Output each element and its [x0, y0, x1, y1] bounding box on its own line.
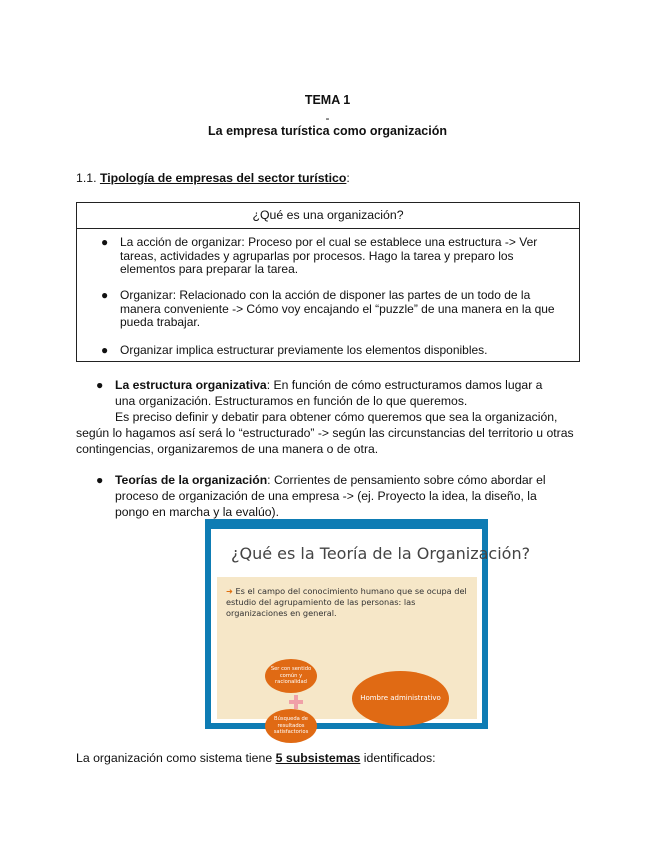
definition-item-text: La acción de organizar: Proceso por el cual se establece una estructura -> Ver tareas, actividades y agruparlas por procesos. Hago la tarea y preparo los elementos para preparar la tarea. [120, 235, 538, 277]
slide-body [217, 577, 477, 736]
slide-definition: Es el campo del conocimiento humano que se ocupa del estudio del agrupamiento de las personas: las organizaciones en general. [226, 586, 467, 618]
definition-item-text: Organizar: Relacionado con la acción de disponer las partes de un todo de la manera conveniente -> Cómo voy encajando el “puzzle” de una manera en la que pueda trabajar. [120, 288, 555, 330]
subsystems-suffix: identificados: [360, 751, 436, 765]
teorias-term: Teorías de la organización [115, 473, 268, 487]
definition-box [76, 202, 580, 362]
teorias-text: : Corrientes de pensamiento sobre cómo abordar el proceso de organización de una empresa -> (ej. Proyecto la idea, la diseño, la pongo en marcha y la evalúo). [115, 473, 546, 519]
bullet-icon: ● [96, 473, 104, 487]
subsystems-highlight: 5 subsistemas [275, 751, 361, 765]
oval-results: Búsqueda de resultados satisfactorios [265, 709, 317, 743]
definition-item [101, 289, 561, 330]
definition-item-text: Organizar implica estructurar previamente los elementos disponibles. [120, 343, 488, 357]
title-separator: - [325, 111, 330, 125]
bullet-icon: ● [101, 235, 109, 249]
estructura-term: La estructura organizativa [115, 378, 267, 392]
arrow-icon: ➜ [226, 586, 233, 596]
definition-box-heading: ¿Qué es una organización? [77, 203, 579, 229]
doc-title: TEMA 1 [304, 93, 351, 107]
bullet-icon: ● [101, 288, 109, 302]
oval-administrative-man: Hombre administrativo [352, 671, 449, 726]
teorias-bullet [96, 472, 566, 520]
section-number: 1.1. [76, 171, 97, 185]
section-suffix: : [346, 171, 350, 185]
bullet-icon: ● [101, 343, 109, 357]
slide-title: ¿Qué es la Teoría de la Organización? [231, 544, 531, 563]
slide-image [205, 519, 531, 736]
estructura-text: : En función de cómo estructuramos damos lugar a una organización. Estructuramos en función de lo que queremos. [115, 378, 543, 408]
slide-text [226, 586, 470, 619]
subsystems-prefix: La organización como sistema tiene [76, 751, 276, 765]
plus-icon [289, 695, 303, 709]
oval-common-sense: Ser con sentido común y racionalidad [265, 659, 317, 693]
estructura-continuation: Es preciso definir y debatir para obtener cómo queremos que sea la organización, según lo hagamos así será lo “estructurado” -> según las circunstancias del territorio u otras contingencias, organizaremos de una manera o de otra. [76, 410, 574, 456]
definition-item [101, 236, 561, 277]
definition-item [101, 344, 561, 358]
section-title: Tipología de empresas del sector turístico [99, 171, 347, 185]
section-heading [76, 171, 350, 185]
subsystems-line [76, 751, 436, 765]
slide-panel [211, 529, 531, 736]
bullet-icon: ● [96, 378, 104, 392]
doc-subtitle: La empresa turística como organización [208, 124, 447, 138]
estructura-bullet [96, 377, 566, 409]
